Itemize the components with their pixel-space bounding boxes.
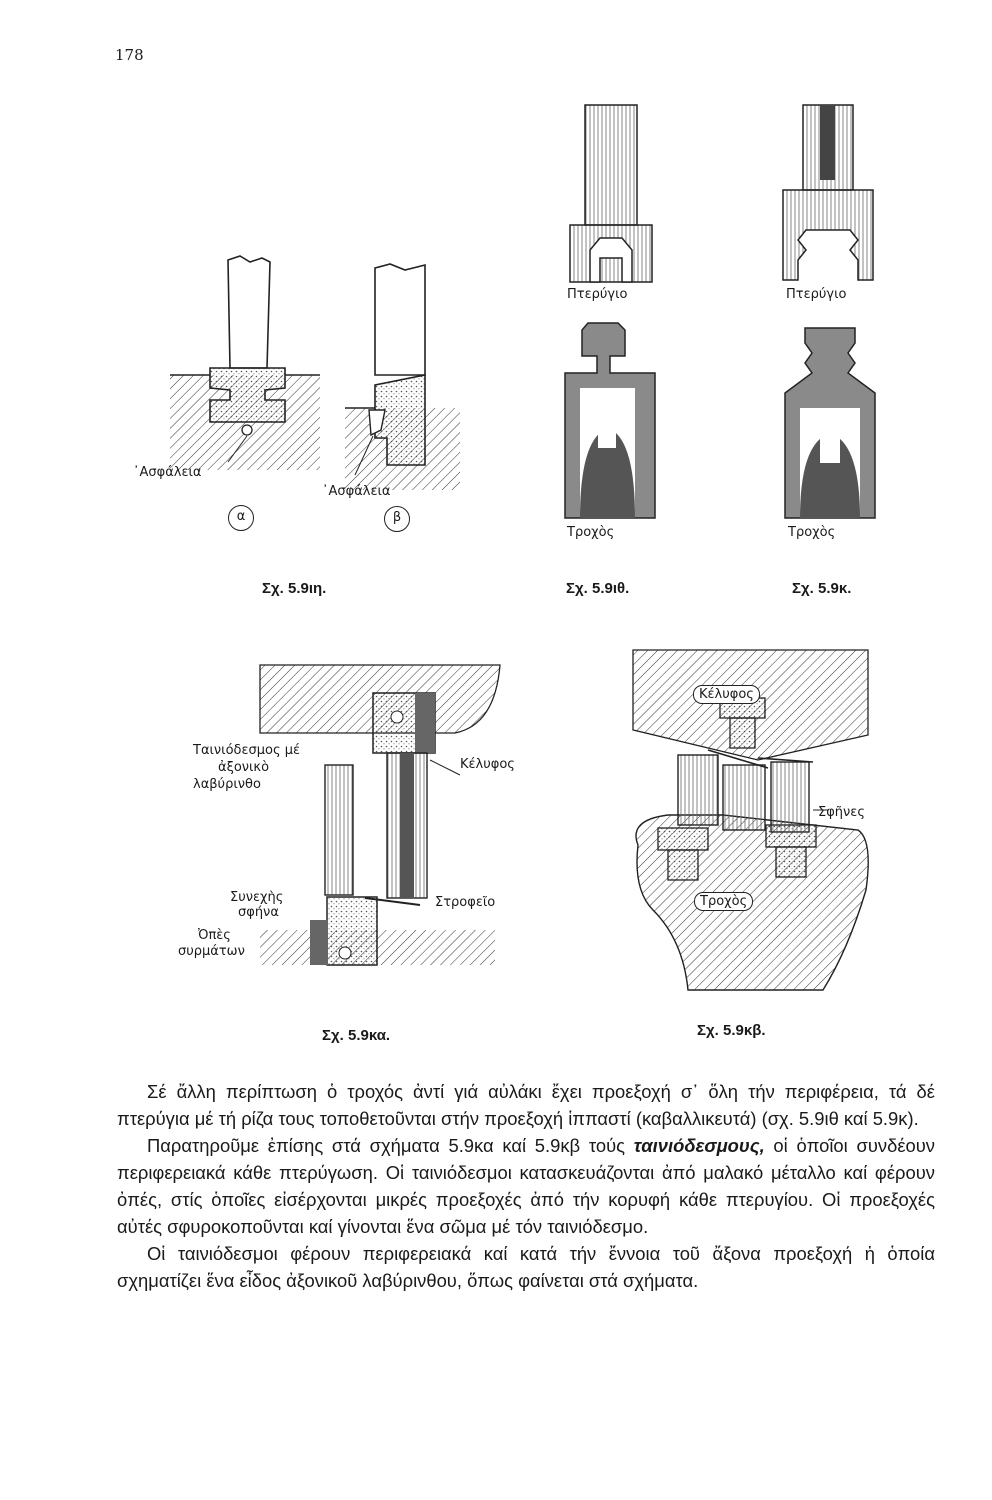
figure-5-9ih-b	[345, 260, 465, 490]
wheel-label-9ith: Τροχὸς	[567, 525, 615, 540]
rotor-label: Στροφεῖο	[435, 895, 496, 910]
paragraph-2: Παρατηροῦμε ἐπίσης στά σχήματα 5.9κα καί 5.9κβ τούς ταινιόδεσμους, οἱ ὁποῖοι συνδέουν περιφερειακά κάθε πτερύγωση. Οἱ ταινιόδεσμοι κατασκευάζονται ἀπό μαλακό μέταλλο καί φέρουν ὀπές, στίς ὁποῖες εἰσέρχονται μικρές προεξοχές ἀπό τήν κορυφή κάθε πτερυγίου. Οἱ προεξοχές αὐτές σφυροκοποῦνται καί γίνονται ἕνα σῶμα μέ τόν ταινιόδεσμο.	[117, 1135, 935, 1237]
caption-5-9kb: Σχ. 5.9κβ.	[697, 1022, 766, 1039]
term-tainiodesmous: ταινιόδεσμους,	[633, 1135, 765, 1156]
casing-label-9ka: Κέλυφος	[460, 757, 515, 772]
figure-5-9k-wheel	[780, 318, 880, 518]
caption-5-9ih: Σχ. 5.9ιη.	[262, 580, 327, 597]
wedges-label: Σφῆνες	[818, 805, 865, 820]
caption-5-9ka: Σχ. 5.9κα.	[322, 1027, 391, 1044]
caption-5-9ith: Σχ. 5.9ιθ.	[566, 580, 630, 597]
blade-label-9k: Πτερύγιο	[786, 287, 847, 302]
wheel-label-9kb: Τροχὸς	[694, 892, 753, 911]
casing-label-9kb: Κέλυφος	[693, 685, 760, 704]
figure-5-9ith-blade	[565, 100, 655, 285]
wedge-label: Συνεχὴς σφήνα	[230, 890, 284, 920]
sub-label-b: β	[384, 506, 410, 532]
wheel-label-9k: Τροχὸς	[788, 525, 836, 540]
page-number: 178	[115, 46, 144, 64]
lock-label-a: ᾽Ασφάλεια	[133, 465, 202, 480]
paragraph-3: Οἱ ταινιόδεσμοι φέρουν περιφερειακά καί κατά τήν ἔννοια τοῦ ἄξονα προεξοχή ἡ ὁποία σχηματίζει ἕνα εἶδος ἀξονικοῦ λαβύρινθου, ὅπως φαίνεται στά σχήματα.	[117, 1243, 935, 1291]
lock-label-b: ᾽Ασφάλεια	[322, 484, 391, 499]
sub-label-a: α	[228, 505, 254, 531]
figure-5-9ih-a	[170, 250, 330, 470]
band-label: Ταινιόδεσμος μέ ἀξονικὸ λαβύρινθο	[193, 743, 301, 792]
figure-5-9k-blade	[778, 100, 878, 285]
holes-label: Ὀπὲς συρμάτων	[178, 928, 245, 959]
figure-5-9ith-wheel	[560, 318, 660, 518]
caption-5-9k: Σχ. 5.9κ.	[792, 580, 852, 597]
blade-label-9ith: Πτερύγιο	[567, 287, 628, 302]
body-text	[117, 1078, 935, 1294]
paragraph-1: Σέ ἄλλη περίπτωση ὁ τροχός ἀντί γιά αὐλάκι ἔχει προεξοχή σ᾽ ὅλη τήν περιφέρεια, τά δέ πτερύγια μέ τή ρίζα τους τοποθετοῦνται στήν προεξοχή ἱππαστί (καβαλλικευτά) (σχ. 5.9ιθ καί 5.9κ).	[117, 1081, 935, 1129]
figure-5-9ka	[255, 665, 505, 975]
